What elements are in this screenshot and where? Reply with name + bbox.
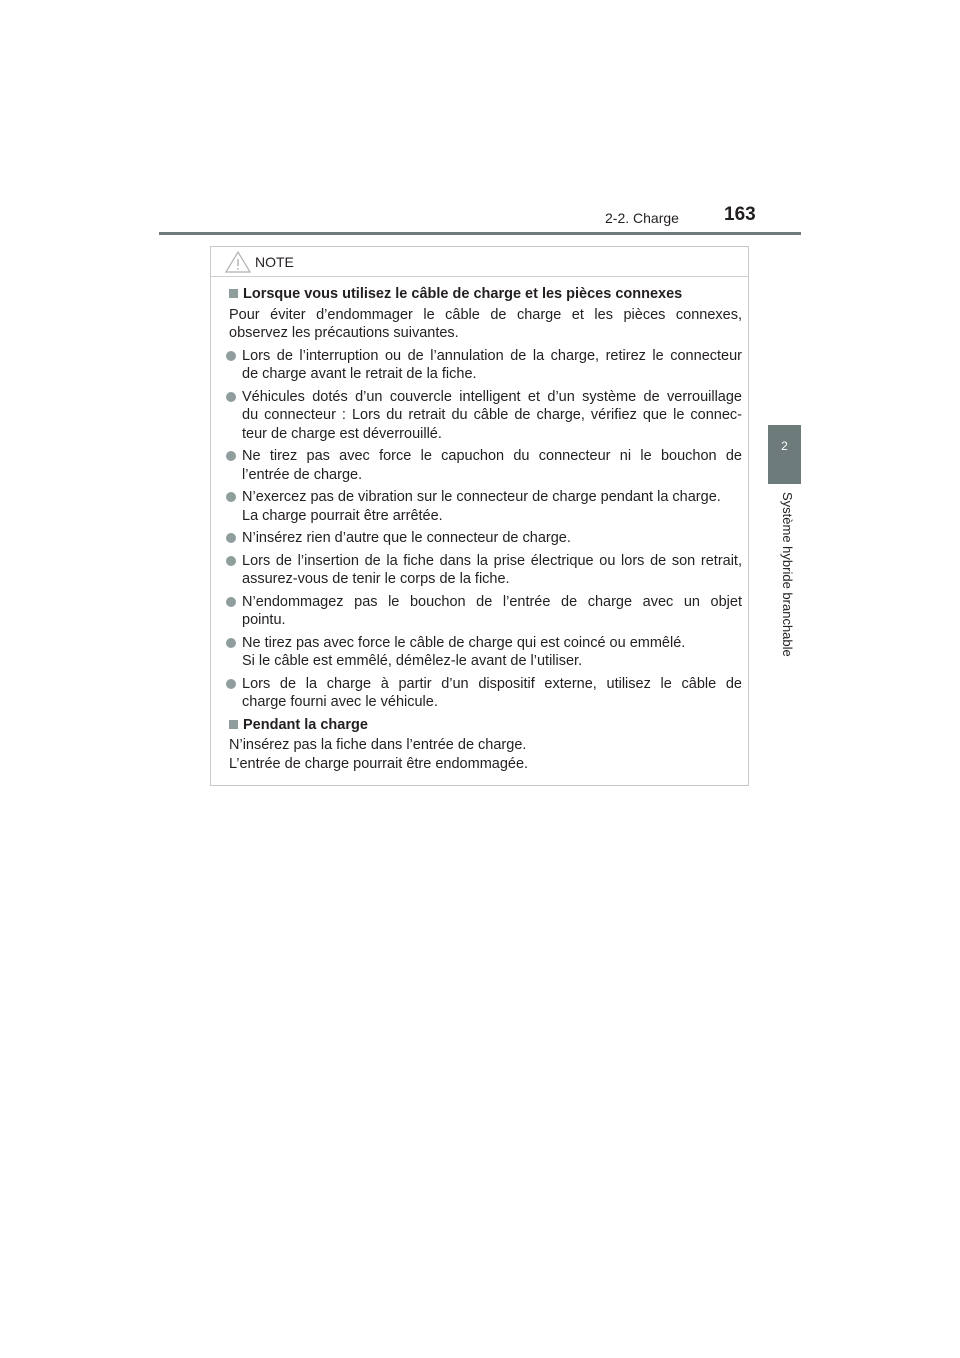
section-intro — [229, 306, 742, 343]
bullet-dot-icon — [226, 533, 236, 543]
list-item — [242, 529, 742, 548]
list-item — [242, 347, 742, 384]
chapter-label: Système hybride branchable — [780, 492, 795, 657]
list-item — [242, 447, 742, 484]
list-item-line: La charge pourrait être arrêtée. — [242, 507, 443, 524]
section-body — [229, 736, 742, 773]
bullet-dot-icon — [226, 492, 236, 502]
body-line: N’insérez pas la fiche dans l’entrée de charge. — [229, 737, 527, 753]
note-box — [210, 246, 749, 786]
list-item-line: teur de charge est déverrouillé. — [242, 425, 442, 442]
section-heading — [229, 716, 742, 735]
list-item-line: Lors de l’insertion de la fiche dans la prise électrique ou lors de son retrait, — [242, 552, 742, 569]
list-item-line: N’endommagez pas le bouchon de l’entrée de charge avec un objet — [242, 593, 742, 610]
bullet-dot-icon — [226, 392, 236, 402]
square-bullet-icon — [229, 289, 238, 298]
list-item-line: du connecteur : Lors du retrait du câble de charge, vérifiez que le connec- — [242, 407, 742, 423]
list-item-line: pointu. — [242, 612, 286, 628]
list-item-line: Ne tirez pas avec force le capuchon du connecteur ni le bouchon de — [242, 448, 742, 464]
intro-line: Pour éviter d’endommager le câble de charge et les pièces connexes, — [229, 306, 742, 323]
square-bullet-icon — [229, 720, 238, 729]
bullet-dot-icon — [226, 638, 236, 648]
list-item — [242, 488, 742, 525]
note-content — [211, 285, 748, 777]
bullet-dot-icon — [226, 679, 236, 689]
section-heading-text: Lorsque vous utilisez le câble de charge et les pièces connexes — [243, 286, 683, 302]
list-item-line: Véhicules dotés d’un couvercle intelligent et d’un système de verrouillage — [242, 388, 742, 405]
bullet-dot-icon — [226, 556, 236, 566]
header-divider — [159, 232, 801, 235]
bullet-dot-icon — [226, 597, 236, 607]
chapter-tab — [768, 425, 801, 484]
list-item-line: Lors de l’interruption ou de l’annulation de la charge, retirez le connecteur — [242, 347, 742, 364]
bullet-dot-icon — [226, 351, 236, 361]
list-item — [242, 552, 742, 589]
list-item — [242, 388, 742, 444]
section-title: 2-2. Charge — [605, 210, 679, 226]
list-item — [242, 634, 742, 671]
list-item — [242, 675, 742, 712]
page-number: 163 — [724, 204, 756, 225]
note-header — [211, 247, 748, 277]
list-item-line: N’exercez pas de vibration sur le connecteur de charge pendant la charge. — [242, 489, 721, 505]
list-item-line: N’insérez rien d’autre que le connecteur de charge. — [242, 530, 571, 546]
list-item-line: charge fourni avec le véhicule. — [242, 694, 438, 710]
list-item-line: l’entrée de charge. — [242, 466, 363, 483]
warning-triangle-icon — [225, 251, 251, 273]
list-item-line: Si le câble est emmêlé, démêlez-le avant de l’utiliser. — [242, 653, 583, 669]
list-item-line: assurez-vous de tenir le corps de la fiche. — [242, 571, 510, 587]
section-heading — [229, 285, 742, 304]
intro-line: observez les précautions suivantes. — [229, 325, 459, 341]
list-item-line: de charge avant le retrait de la fiche. — [242, 366, 477, 382]
list-item — [242, 593, 742, 630]
list-item-line: Ne tirez pas avec force le câble de charge qui est coincé ou emmêlé. — [242, 634, 686, 651]
body-line: L’entrée de charge pourrait être endommagée. — [229, 755, 529, 772]
list-item-line: Lors de la charge à partir d’un dispositif externe, utilisez le câble de — [242, 675, 742, 692]
note-title: NOTE — [255, 254, 294, 270]
chapter-number: 2 — [781, 439, 788, 453]
section-heading-text: Pendant la charge — [243, 716, 368, 733]
bullet-dot-icon — [226, 451, 236, 461]
